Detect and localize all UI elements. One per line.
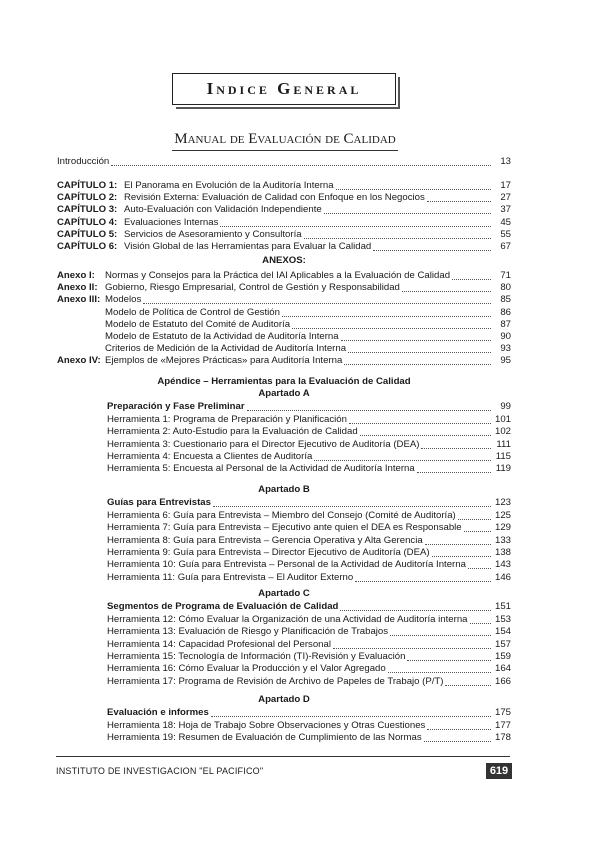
toc-intro <box>57 156 511 168</box>
toc-entry-text: Herramienta 4: Encuesta a Clientes de Auditoría <box>107 450 313 462</box>
tool-entry <box>107 463 511 475</box>
tool-entry <box>107 663 511 675</box>
dot-leader <box>407 660 491 661</box>
dot-leader <box>324 213 491 214</box>
toc-entry-text: Herramienta 10: Guía para Entrevista – Personal de la Actividad de Auditoría Interna <box>107 559 466 571</box>
dot-leader <box>417 472 491 473</box>
toc-entry-page: 87 <box>500 318 511 330</box>
toc-entry-page: 111 <box>496 438 511 450</box>
toc-entry-label: CAPÍTULO 6: <box>57 241 118 252</box>
dot-leader <box>427 729 491 730</box>
toc-anexo-subentry <box>57 331 511 343</box>
toc-entry-label: CAPÍTULO 1: <box>57 180 118 191</box>
dot-leader <box>421 448 491 449</box>
toc-entry-label: CAPÍTULO 3: <box>57 204 118 216</box>
toc-entry-text: Segmentos de Programa de Evaluación de Calidad <box>107 601 339 612</box>
toc-anexo-subentry <box>57 319 511 331</box>
toc-entry-page: 27 <box>500 192 511 204</box>
section-title: Apartado C <box>258 588 310 599</box>
dot-leader <box>425 544 491 545</box>
toc-anexo-subentry <box>57 343 511 355</box>
section-title: Apartado A <box>258 388 310 399</box>
toc-entry-text: Herramienta 5: Encuesta al Personal de la Actividad de Auditoría Interna <box>107 463 415 475</box>
toc-entry-text: Modelo de Estatuto de la Actividad de Auditoría Interna <box>105 331 339 342</box>
dot-leader <box>348 352 491 353</box>
toc-entry-page: 159 <box>494 650 511 662</box>
tool-entry <box>107 639 511 651</box>
tool-entry <box>107 626 511 638</box>
toc-entry-text: Herramienta 6: Guía para Entrevista – Miembro del Consejo (Comité de Auditoría) <box>107 510 456 521</box>
toc-entry-text: Servicios de Asesoramiento y Consultoría <box>124 228 302 240</box>
dot-leader <box>388 672 491 673</box>
tool-entry <box>107 732 511 744</box>
tool-entry <box>107 559 511 571</box>
toc-entry-text: Herramienta 11: Guía para Entrevista – El Auditor Externo <box>107 571 354 583</box>
tool-entry <box>107 414 511 426</box>
toc-anexo <box>57 355 511 367</box>
toc-entry-text: Visión Global de las Herramientas para Evaluar la Calidad <box>124 241 372 252</box>
dot-leader <box>445 685 491 686</box>
toc-entry-text: Herramienta 1: Programa de Preparación y Planificación <box>107 414 347 425</box>
toc-entry-text: Herramienta 18: Hoja de Trabajo Sobre Observaciones y Otras Cuestiones <box>107 720 426 731</box>
dot-leader <box>314 460 491 461</box>
footer-publisher: INSTITUTO DE INVESTIGACION "EL PACIFICO" <box>56 766 264 776</box>
toc-entry-page: 115 <box>495 450 511 462</box>
toc-entry-page: 55 <box>500 228 511 240</box>
toc-entry-text: Guías para Entrevistas <box>107 497 211 508</box>
tool-entry <box>107 522 511 534</box>
toc-entry-page: 85 <box>500 294 511 306</box>
toc-entry-text: Ejemplos de «Mejores Prácticas» para Auditoría Interna <box>105 355 343 367</box>
toc-entry-text: Criterios de Medición de la Actividad de Auditoría Interna <box>105 343 347 355</box>
toc-chapter <box>57 204 511 216</box>
toc-anexo <box>57 282 511 294</box>
toc-entry-text: Herramienta 16: Cómo Evaluar la Producción y el Valor Agregado <box>107 663 386 675</box>
toc-entry-text: Herramienta 13: Evaluación de Riesgo y Planificación de Trabajos <box>107 626 389 638</box>
toc-chapter <box>57 217 511 229</box>
dot-leader <box>143 303 491 304</box>
toc-entry-page: 154 <box>494 626 511 638</box>
toc-chapter <box>57 180 511 192</box>
toc-entry-page: 125 <box>494 510 511 521</box>
toc-entry-page: 101 <box>494 414 511 425</box>
toc-chapter <box>57 241 511 253</box>
toc-entry-text: Evaluación e informes <box>107 707 209 718</box>
dot-leader <box>292 328 491 329</box>
dot-leader <box>468 568 491 569</box>
toc-entry-text: Herramienta 19: Resumen de Evaluación de Cumplimiento de las Normas <box>107 732 422 744</box>
dot-leader <box>470 623 491 624</box>
dot-leader <box>213 506 491 507</box>
toc-entry-label: Anexo IV: <box>57 355 101 367</box>
toc-entry-page: 119 <box>495 463 511 475</box>
tool-entry <box>107 547 511 559</box>
toc-entry-text: Preparación y Fase Preliminar <box>107 401 245 412</box>
toc-entry-text: Revisión Externa: Evaluación de Calidad con Enfoque en los Negocios <box>124 192 425 204</box>
toc-entry-text: Evaluaciones Internas <box>124 216 219 228</box>
dot-leader <box>341 340 491 341</box>
dot-leader <box>282 316 491 317</box>
toc-entry-page: 37 <box>500 204 511 216</box>
index-title: Indice General <box>206 79 362 98</box>
dot-leader <box>111 165 491 166</box>
tool-entry <box>107 535 511 547</box>
dot-leader <box>247 410 491 411</box>
dot-leader <box>211 716 491 717</box>
toc-entry-text: Herramienta 2: Auto-Estudio para la Evaluación de Calidad <box>107 426 358 438</box>
dot-leader <box>344 364 491 365</box>
toc-entry-page: 93 <box>500 343 511 355</box>
toc-entry-text: Herramienta 7: Guía para Entrevista – Ejecutivo ante quien el DEA es Responsable <box>107 522 462 534</box>
toc-entry-page: 177 <box>494 720 511 731</box>
toc-entry-text: Modelo de Estatuto del Comité de Auditoría <box>105 318 291 330</box>
dot-leader <box>432 556 491 557</box>
section-group <box>107 601 511 613</box>
toc-entry-text: Herramienta 9: Guía para Entrevista – Director Ejecutivo de Auditoría (DEA) <box>107 546 430 558</box>
toc-entry-label: Anexo III: <box>57 294 101 306</box>
tool-entry <box>107 451 511 463</box>
toc-entry-page: 146 <box>494 571 511 583</box>
toc-entry-label: Anexo I: <box>57 270 95 281</box>
toc-anexo-subentry <box>57 307 511 319</box>
toc-entry-label: CAPÍTULO 5: <box>57 228 118 240</box>
section-group <box>107 497 511 509</box>
toc-entry-text: Normas y Consejos para la Práctica del IAI Aplicables a la Evaluación de Calidad <box>105 270 451 281</box>
toc-chapter <box>57 229 511 241</box>
toc-entry-page: 178 <box>494 732 511 744</box>
dot-leader <box>333 648 491 649</box>
page-number: 619 <box>486 763 512 779</box>
toc-entry-label: Anexo II: <box>57 282 98 294</box>
toc-entry-page: 153 <box>494 614 511 625</box>
manual-title: Manual de Evaluación de Calidad <box>174 131 396 147</box>
section-group <box>107 707 511 719</box>
tool-entry <box>107 720 511 732</box>
toc-entry-text: Gobierno, Riesgo Empresarial, Control de Gestión y Responsabilidad <box>105 282 400 294</box>
toc-entry-text: Herramienta 3: Cuestionario para el Director Ejecutivo de Auditoría (DEA) <box>107 438 420 450</box>
dot-leader <box>402 291 491 292</box>
dot-leader <box>464 531 491 532</box>
toc-entry-text: Herramienta 15: Tecnología de Información (TI)-Revisión y Evaluación <box>107 650 406 662</box>
toc-entry-page: 17 <box>500 180 511 191</box>
toc-entry-page: 133 <box>494 534 511 546</box>
toc-entry-page: 90 <box>500 331 511 342</box>
toc-entry-page: 95 <box>500 355 511 367</box>
toc-entry-page: 143 <box>494 559 511 571</box>
appendix-heading: Apéndice – Herramientas para la Evaluación de Calidad <box>157 376 411 387</box>
tool-entry <box>107 572 511 584</box>
dot-leader <box>220 226 491 227</box>
dot-leader <box>304 238 491 239</box>
toc-anexo <box>57 294 511 306</box>
toc-entry-page: 71 <box>500 270 511 281</box>
toc-entry-label: CAPÍTULO 2: <box>57 192 118 204</box>
dot-leader <box>340 610 491 611</box>
toc-entry-text: Herramienta 14: Capacidad Profesional del Personal <box>107 638 331 650</box>
toc-entry-text: Introducción <box>57 156 110 167</box>
toc-entry-page: 102 <box>494 426 511 438</box>
toc-entry-page: 45 <box>500 216 511 228</box>
toc-chapter <box>57 192 511 204</box>
dot-leader <box>390 635 491 636</box>
section-title: Apartado B <box>258 484 310 495</box>
toc-entry-page: 151 <box>494 601 511 612</box>
dot-leader <box>349 423 491 424</box>
toc-entry-page: 138 <box>494 546 511 558</box>
toc-entry-text: Modelo de Política de Control de Gestión <box>105 306 280 318</box>
toc-entry-page: 86 <box>500 306 511 318</box>
toc-entry-page: 13 <box>500 156 511 167</box>
dot-leader <box>458 519 491 520</box>
toc-entry-text: Auto-Evaluación con Validación Independiente <box>124 204 322 216</box>
toc-anexo <box>57 270 511 282</box>
toc-entry-page: 67 <box>500 241 511 252</box>
toc-entry-text: Herramienta 12: Cómo Evaluar la Organización de una Actividad de Auditoría interna <box>107 614 468 625</box>
dot-leader <box>360 435 491 436</box>
anexos-heading: ANEXOS: <box>262 255 306 266</box>
toc-entry-text: Herramienta 17: Programa de Revisión de Archivo de Papeles de Trabajo (P/T) <box>107 675 444 687</box>
toc-entry-page: 99 <box>500 401 511 412</box>
toc-entry-text: Modelos <box>105 294 142 306</box>
section-title: Apartado D <box>258 694 310 705</box>
footer-rule <box>56 756 510 757</box>
toc-entry-page: 123 <box>494 497 511 508</box>
toc-entry-text: El Panorama en Evolución de la Auditoría Interna <box>124 180 334 191</box>
toc-entry-page: 157 <box>494 638 511 650</box>
toc-entry-page: 166 <box>494 675 511 687</box>
dot-leader <box>355 581 491 582</box>
toc-entry-text: Herramienta 8: Guía para Entrevista – Gerencia Operativa y Alta Gerencia <box>107 534 423 546</box>
toc-entry-page: 164 <box>494 663 511 675</box>
toc-entry-page: 80 <box>500 282 511 294</box>
dot-leader <box>336 189 491 190</box>
section-group <box>107 401 511 413</box>
dot-leader <box>424 741 491 742</box>
dot-leader <box>452 279 491 280</box>
toc-entry-page: 129 <box>494 522 511 534</box>
tool-entry <box>107 676 511 688</box>
toc-entry-label: CAPÍTULO 4: <box>57 216 118 228</box>
toc-entry-page: 175 <box>494 707 511 718</box>
tool-entry <box>107 651 511 663</box>
tool-entry <box>107 510 511 522</box>
dot-leader <box>373 250 491 251</box>
tool-entry <box>107 439 511 451</box>
tool-entry <box>107 426 511 438</box>
tool-entry <box>107 614 511 626</box>
dot-leader <box>427 201 491 202</box>
